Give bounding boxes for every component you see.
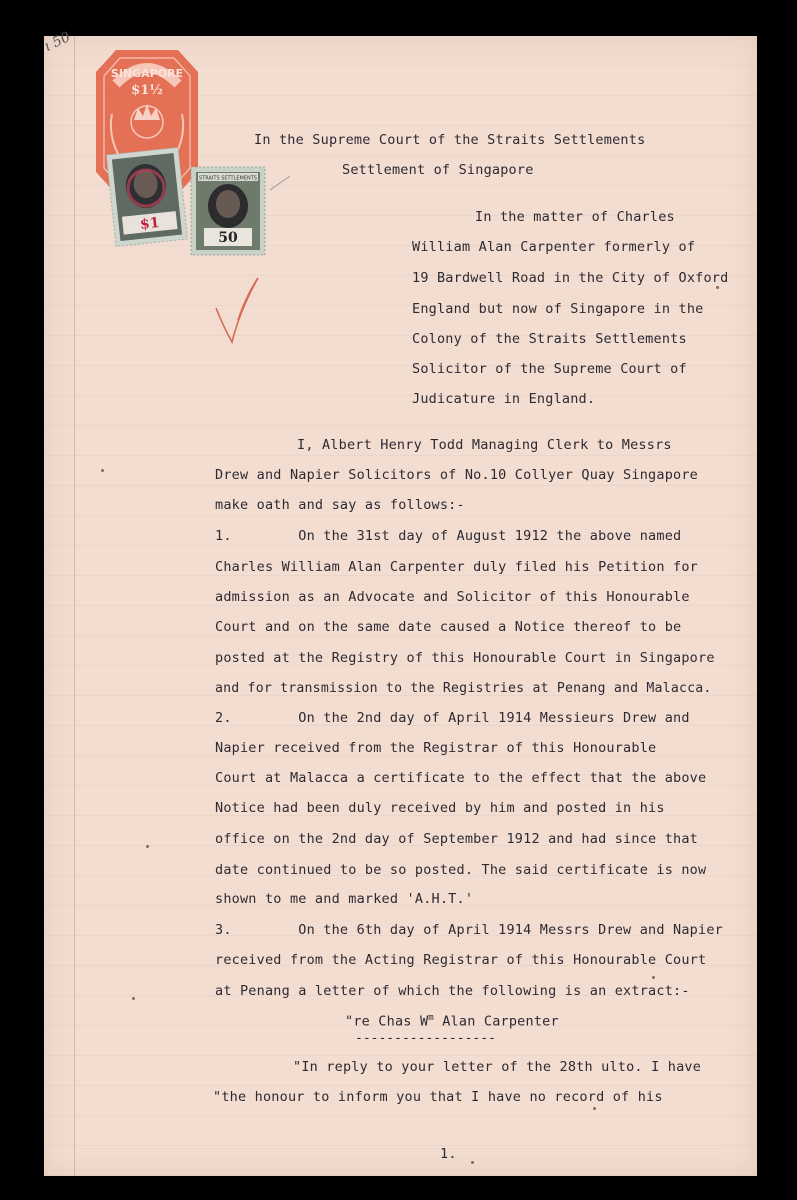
matter-line: Solicitor of the Supreme Court of (412, 361, 687, 377)
body-line: Notice had been duly received by him and posted in his (215, 800, 665, 816)
stamp-caption: STRAITS SETTLEMENTS (199, 175, 257, 182)
body-line: Drew and Napier Solicitors of No.10 Collyer Quay Singapore (215, 467, 699, 483)
paper-speck (132, 997, 135, 1000)
body-line: at Penang a letter of which the following is an extract:- (215, 983, 690, 999)
pencil-annotation: ı 50 (41, 29, 73, 55)
paper-speck (652, 976, 655, 979)
matter-line: Colony of the Straits Settlements (412, 331, 687, 347)
paper-speck (471, 1161, 474, 1164)
body-line: and for transmission to the Registries at Penang and Malacca. (215, 681, 712, 696)
paragraph-2-line: 2. On the 2nd day of April 1914 Messieurs Drew and (215, 710, 690, 726)
extract-title-part: Alan Carpenter (433, 1013, 559, 1030)
paper-speck (146, 845, 149, 848)
stamp-fifty-value: 50 (218, 230, 238, 246)
extract-line: "the honour to inform you that I have no record of his (213, 1089, 663, 1105)
body-line: posted at the Registry of this Honourable Court in Singapore (215, 650, 715, 666)
body-line: I, Albert Henry Todd Managing Clerk to Messrs (297, 437, 672, 453)
settlement-heading: Settlement of Singapore (342, 162, 534, 178)
extract-title-part: "re Chas W (345, 1013, 429, 1030)
court-heading: In the Supreme Court of the Straits Settlements (254, 132, 646, 148)
body-line: Charles William Alan Carpenter duly filed his Petition for (215, 559, 699, 575)
paragraph-3-line: 3. On the 6th day of April 1914 Messrs Drew and Napier (215, 922, 723, 938)
red-pencil-check-mark (210, 170, 300, 350)
extract-title-rule: ------------------ (355, 1031, 496, 1046)
margin-rule (74, 36, 75, 1176)
body-line: date continued to be so posted. The said certificate is now (215, 862, 707, 878)
body-line: shown to me and marked 'A.H.T.' (215, 891, 474, 907)
paper-speck (101, 469, 104, 472)
body-line: Court at Malacca a certificate to the effect that the above (215, 770, 707, 786)
body-line: admission as an Advocate and Solicitor of this Honourable (215, 589, 690, 605)
matter-line: William Alan Carpenter formerly of (412, 239, 696, 255)
matter-line: 19 Bardwell Road in the City of Oxford (412, 270, 729, 286)
paper-speck (716, 286, 719, 289)
extract-title (345, 1013, 559, 1030)
page-number: 1. (440, 1146, 457, 1162)
body-line: Court and on the same date caused a Notice thereof to be (215, 619, 682, 635)
body-line: Napier received from the Registrar of this Honourable (215, 740, 657, 756)
extract-line: "In reply to your letter of the 28th ulto. I have (293, 1059, 702, 1075)
matter-line: In the matter of Charles (475, 209, 675, 225)
paragraph-1-line: 1. On the 31st day of August 1912 the above named (215, 528, 682, 544)
body-line: make oath and say as follows:- (215, 497, 465, 513)
extract-title-superscript: m (428, 1013, 434, 1023)
stamp-value-text: $1½ (131, 83, 163, 98)
matter-line: England but now of Singapore in the (412, 301, 704, 317)
matter-line: Judicature in England. (412, 391, 596, 407)
stamp-dollar-one-value: $1 (139, 214, 161, 233)
dollar-one-revenue-stamp (105, 146, 188, 247)
body-line: received from the Acting Registrar of this Honourable Court (215, 952, 707, 968)
body-line: office on the 2nd day of September 1912 and had since that (215, 831, 699, 847)
paper-speck (593, 1107, 596, 1110)
stamp-singapore-text: SINGAPORE (110, 67, 184, 80)
